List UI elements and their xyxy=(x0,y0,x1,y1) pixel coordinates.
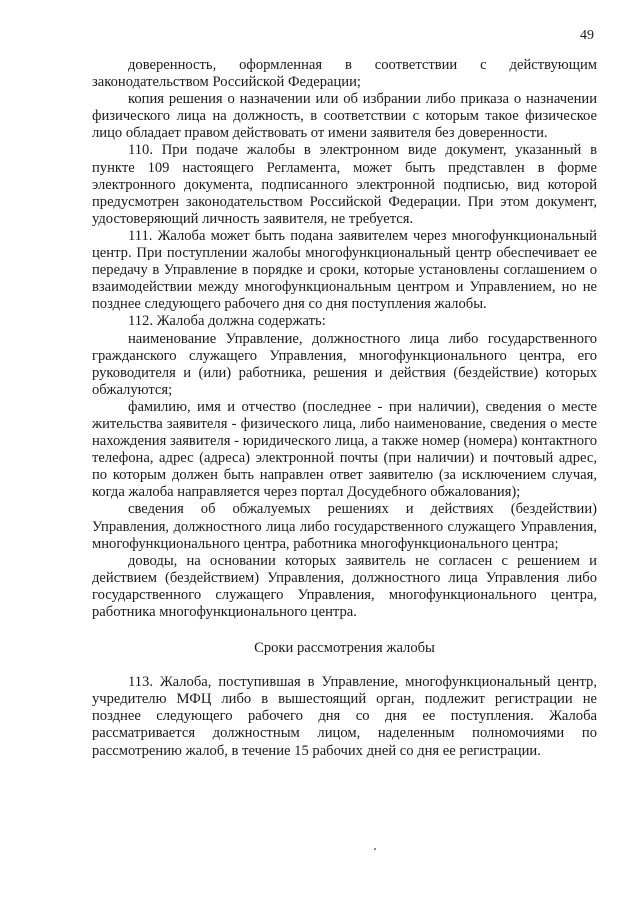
paragraph-112-item-name: наименование Управление, должностного лица либо государственного гражданского служащего Управления, многофункционального центра, его руководителя и (или) работника, решения и действия (бездействие) которых обжалуются; xyxy=(92,330,597,398)
paragraph-112-item-applicant: фамилию, имя и отчество (последнее - при наличии), сведения о месте жительства заявителя - физического лица, либо наименование, сведения о месте нахождения заявителя - юридического лица, а также номер (номера) контактного телефона, адрес (адреса) электронной почты (при наличии) и почтовый адрес, по которым должен быть направлен ответ заявителю (за исключением случая, когда жалоба направляется через портал Досудебного обжалования); xyxy=(92,398,597,501)
document-body xyxy=(92,57,597,760)
paragraph-appointment-copy: копия решения о назначении или об избрании либо приказа о назначении физического лица на должность, в соответствии с которым такое физическое лицо обладает правом действовать от имени заявителя без доверенности. xyxy=(92,91,597,142)
paragraph-111: 111. Жалоба может быть подана заявителем через многофункциональный центр. При поступлении жалобы многофункциональный центр обеспечивает ее передачу в Управление в порядке и сроки, которые установлены соглашением о взаимодействии между многофункциональным центром и Управлением, но не позднее следующего рабочего дня со дня поступления жалобы. xyxy=(92,227,597,313)
section-heading: Сроки рассмотрения жалобы xyxy=(254,640,435,657)
page-number: 49 xyxy=(580,28,594,43)
paragraph-113: 113. Жалоба, поступившая в Управление, многофункциональный центр, учредителю МФЦ либо в вышестоящий орган, подлежит регистрации не позднее следующего рабочего дня со дня ее поступления. Жалоба рассматривается должностным лицом, наделенным полномочиями по рассмотрению жалоб, в течение 15 рабочих дней со дня ее регистрации. xyxy=(92,674,597,759)
paragraph-110: 110. При подаче жалобы в электронном виде документ, указанный в пункте 109 настоящего Регламента, может быть представлен в форме электронного документа, подписанного электронной подписью, вид которой предусмотрен законодательством Российской Федерации. При этом документ, удостоверяющий личность заявителя, не требуется. xyxy=(92,142,597,227)
paragraph-112-item-arguments: доводы, на основании которых заявитель не согласен с решением и действием (бездействием) Управления, должностного лица Управления либо государственного служащего Управления, многофункционального центра, работника многофункционального центра. xyxy=(92,552,597,620)
paragraph-112-item-decisions: сведения об обжалуемых решениях и действиях (бездействии) Управления, должностного лица либо государственного служащего Управления, многофункционального центра, работника многофункционального центра; xyxy=(92,501,597,552)
paragraph-112: 112. Жалоба должна содержать: xyxy=(128,313,326,330)
scan-speck xyxy=(374,848,376,850)
paragraph-power-of-attorney: доверенность, оформленная в соответствии с действующим законодательством Российской Федерации; xyxy=(92,57,597,91)
